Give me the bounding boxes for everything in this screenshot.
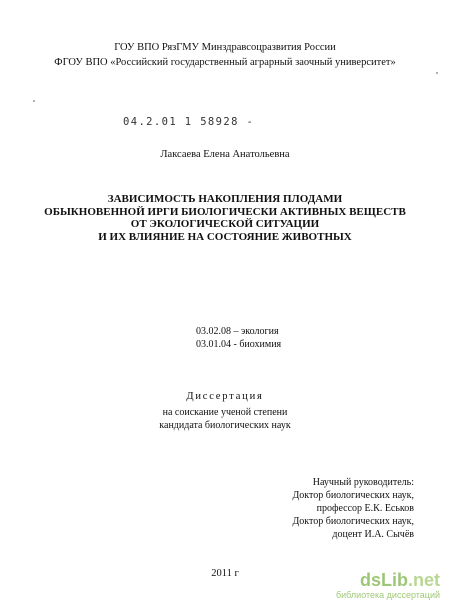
dissertation-title (0, 193, 450, 243)
title-line-4: И ИХ ВЛИЯНИЕ НА СОСТОЯНИЕ ЖИВОТНЫХ (98, 230, 352, 243)
library-stamp-number: 04.2.01 1 58928 - (123, 116, 255, 128)
scan-speck (436, 72, 438, 74)
title-line-1: ЗАВИСИМОСТЬ НАКОПЛЕНИЯ ПЛОДАМИ (107, 193, 343, 205)
author-name: Лаксаева Елена Анатольевна (160, 149, 290, 160)
dslib-logo (330, 570, 440, 590)
degree-line-1: на соискание ученой степени (162, 407, 288, 418)
scan-speck (33, 100, 35, 102)
institution-line-1: ГОУ ВПО РязГМУ Минздравсоцразвития России (114, 42, 336, 53)
supervisors-block (292, 476, 414, 541)
dslib-caption: библиотека диссертаций (335, 590, 440, 600)
supervisor-2-name: доцент И.А. Сычёв (332, 529, 414, 540)
dslib-watermark[interactable] (330, 570, 440, 601)
dslib-logo-tld: .net (407, 570, 440, 590)
title-line-2: ОБЫКНОВЕННОЙ ИРГИ БИОЛОГИЧЕСКИ АКТИВНЫХ ВЕЩЕСТВ (44, 205, 406, 218)
supervisor-heading: Научный руководитель: (312, 477, 414, 488)
institution-line-2: ФГОУ ВПО «Российский государственный аграрный заочный университет» (54, 57, 396, 68)
specialty-ecology: 03.02.08 – экология (196, 326, 279, 337)
dissertation-label: Диссертация (186, 391, 264, 402)
year: 2011 г (211, 568, 239, 579)
supervisor-1-degree: Доктор биологических наук, (292, 490, 414, 501)
degree-line-2: кандидата биологических наук (159, 420, 291, 431)
supervisor-1-name: профессор Е.К. Еськов (316, 503, 414, 514)
dslib-logo-main: dsLib (359, 570, 408, 590)
supervisor-2-degree: Доктор биологических наук, (292, 516, 414, 527)
title-line-3: ОТ ЭКОЛОГИЧЕСКОЙ СИТУАЦИИ (130, 218, 320, 230)
specialty-biochemistry: 03.01.04 - биохимия (196, 339, 282, 350)
